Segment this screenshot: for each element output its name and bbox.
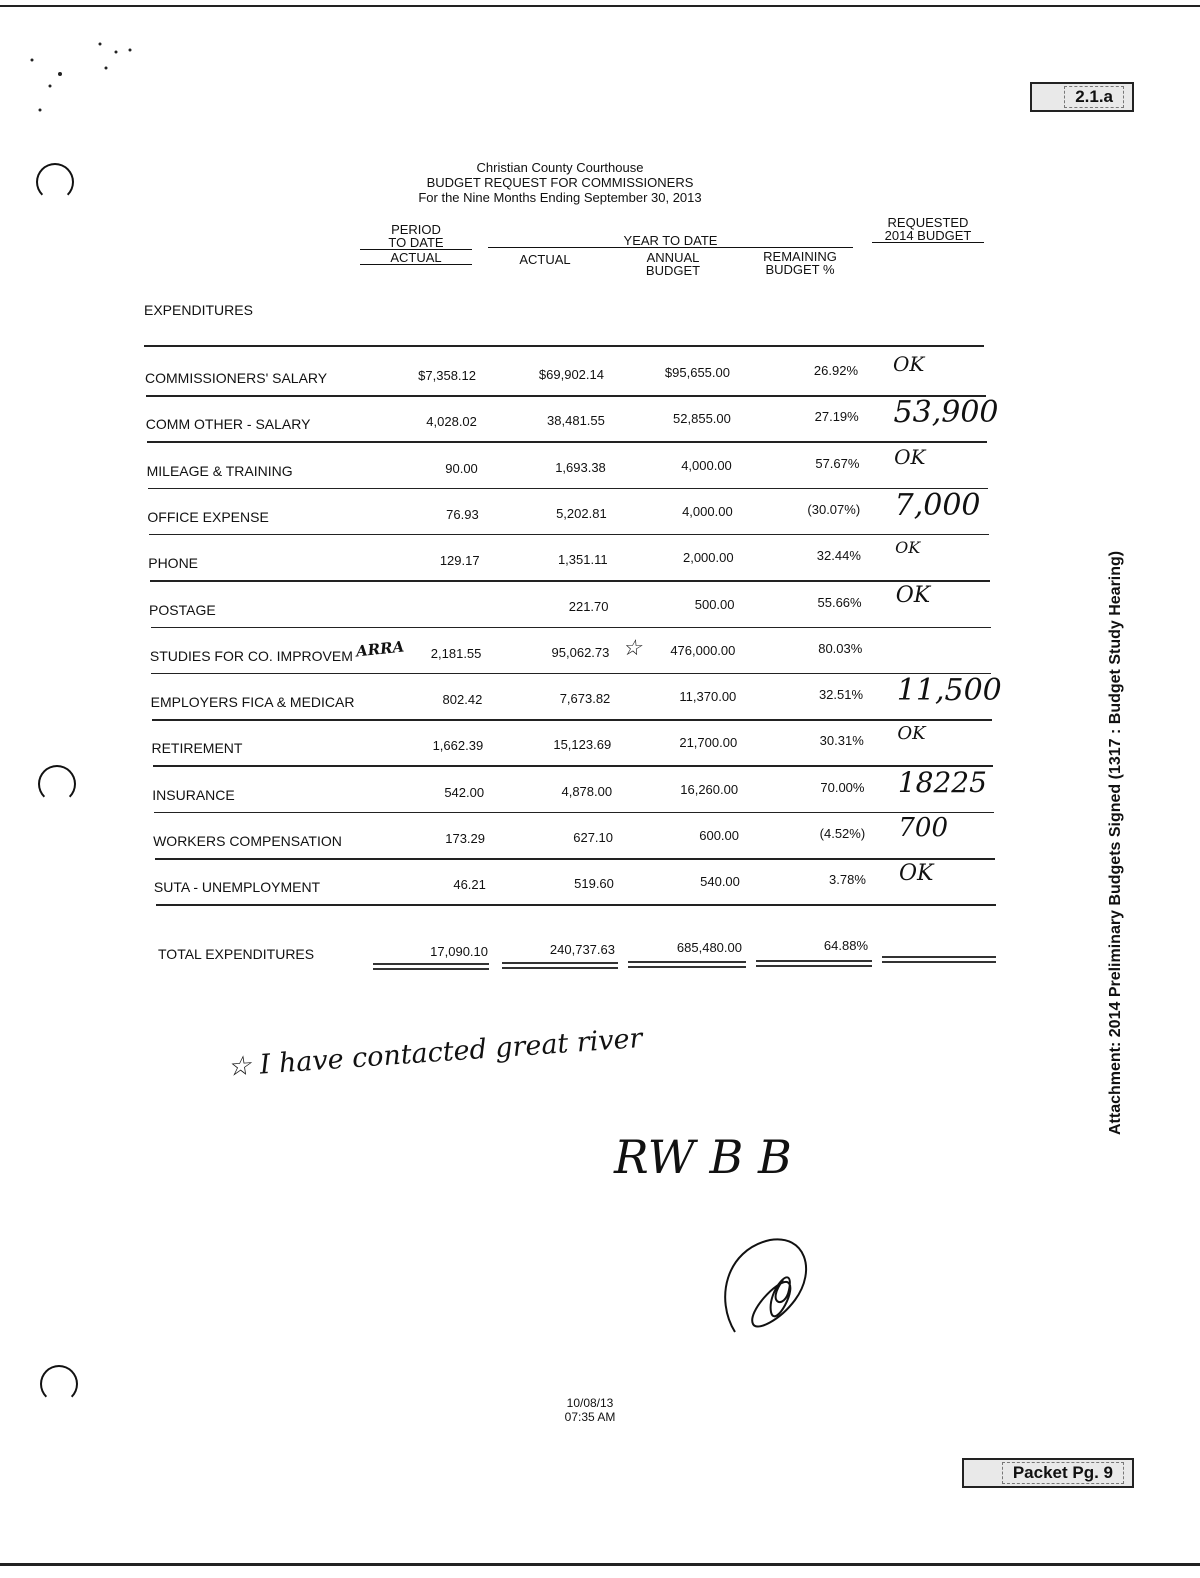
total-period: 17,090.10 — [430, 944, 488, 959]
row-divider — [148, 488, 988, 490]
row-remaining-percent: 57.67% — [815, 455, 860, 471]
row-requested-2014: OK — [898, 860, 934, 886]
row-annual-budget: 600.00 — [699, 828, 739, 843]
row-period-actual: 542.00 — [444, 784, 485, 800]
top-border — [0, 5, 1200, 7]
col-annual-1: ANNUAL — [646, 250, 700, 265]
header-line-2: BUDGET REQUEST FOR COMMISSIONERS — [426, 175, 694, 190]
row-label: POSTAGE — [149, 601, 216, 618]
col-requested-2: 2014 BUDGET — [872, 229, 984, 243]
handwritten-initials: RW B B — [614, 1130, 792, 1184]
col-requested-1: REQUESTED — [887, 215, 969, 230]
row-divider — [147, 441, 987, 443]
row-ytd-actual: 1,351.11 — [557, 552, 608, 568]
section-label: EXPENDITURES — [144, 302, 253, 318]
row-remaining-percent: (30.07%) — [807, 501, 861, 517]
bottom-border — [0, 1563, 1200, 1566]
col-remaining-1: REMAINING — [763, 249, 837, 264]
row-label: WORKERS COMPENSATION — [153, 833, 342, 849]
col-period-mid: TO DATE — [360, 236, 472, 250]
packet-page-badge — [962, 1458, 1134, 1488]
row-period-actual: 4,028.02 — [426, 414, 477, 430]
row-label: EMPLOYERS FICA & MEDICAR — [150, 694, 355, 711]
section-badge-text: 2.1.a — [1064, 86, 1124, 108]
packet-page-text: Packet Pg. 9 — [1002, 1462, 1124, 1484]
row-annual-budget: 4,000.00 — [681, 457, 732, 473]
row-label: INSURANCE — [152, 786, 235, 803]
row-label: PHONE — [148, 555, 199, 572]
col-remaining-header — [745, 250, 855, 276]
row-label: COMMISSIONERS' SALARY — [145, 370, 328, 386]
attachment-side-label: Attachment: 2014 Preliminary Budgets Signed (1317 : Budget Study Hearing) — [1107, 550, 1124, 1135]
row-ytd-actual: 627.10 — [573, 830, 613, 845]
binder-hole-top — [36, 163, 74, 201]
row-ytd-actual: $69,902.14 — [538, 367, 604, 382]
row-remaining-percent: 55.66% — [817, 594, 862, 610]
row-annual-budget: 500.00 — [694, 596, 735, 612]
star-annotation: ☆ — [622, 636, 642, 661]
total-label: TOTAL EXPENDITURES — [158, 946, 315, 962]
row-ytd-actual: 519.60 — [574, 876, 614, 892]
row-period-actual: 2,181.55 — [430, 645, 482, 661]
row-label: SUTA - UNEMPLOYMENT — [153, 879, 321, 896]
row-ytd-actual: 4,878.00 — [561, 783, 613, 799]
row-period-actual: 90.00 — [445, 460, 478, 476]
row-period-actual: 1,662.39 — [432, 738, 484, 754]
row-annual-budget: 4,000.00 — [682, 503, 733, 519]
col-actual-header: ACTUAL — [519, 252, 571, 267]
print-date: 10/08/13 — [566, 1396, 614, 1410]
total-underline-remaining — [756, 960, 872, 967]
row-remaining-percent: (4.52%) — [819, 826, 866, 841]
row-period-actual: 129.17 — [439, 553, 480, 569]
total-actual: 240,737.63 — [549, 942, 615, 957]
row-divider — [151, 627, 991, 629]
total-underline-budget — [628, 961, 746, 968]
row-divider — [156, 904, 996, 906]
row-ytd-actual: 5,202.81 — [556, 505, 607, 521]
total-remaining: 64.88% — [823, 938, 868, 953]
row-ytd-actual: 7,673.82 — [559, 691, 611, 707]
signature-scribble — [695, 1220, 825, 1350]
row-divider — [151, 673, 991, 675]
row-label: STUDIES FOR CO. IMPROVEM — [149, 647, 353, 664]
row-annual-budget: 476,000.00 — [670, 642, 736, 658]
row-period-actual: 76.93 — [446, 506, 479, 522]
row-period-actual: 802.42 — [442, 692, 483, 708]
row-remaining-percent: 27.19% — [814, 409, 859, 425]
row-period-actual: 173.29 — [445, 831, 485, 846]
col-period-top: PERIOD — [391, 222, 441, 237]
header-line-1: Christian County Courthouse — [476, 160, 644, 175]
col-ytd-group-label: YEAR TO DATE — [488, 234, 853, 248]
row-divider — [155, 858, 995, 860]
section-badge — [1030, 82, 1134, 112]
row-label: MILEAGE & TRAINING — [146, 462, 293, 479]
row-requested-2014: OK — [895, 582, 931, 608]
row-annual-budget: 11,370.00 — [679, 689, 737, 705]
scan-speckles — [20, 38, 150, 118]
row-divider — [146, 395, 986, 397]
header-line-3: For the Nine Months Ending September 30, 2013 — [418, 190, 702, 205]
col-annual-header — [618, 251, 728, 277]
row-remaining-percent: 30.31% — [819, 733, 864, 749]
handwritten-note: ☆ I have contacted great river — [226, 1022, 644, 1083]
row-requested-2014: 7,000 — [894, 487, 981, 523]
row-remaining-percent: 32.51% — [818, 687, 864, 703]
row-period-actual: 46.21 — [453, 877, 486, 893]
row-divider — [154, 812, 994, 814]
row-ytd-actual: 15,123.69 — [553, 737, 612, 753]
row-remaining-percent: 70.00% — [820, 779, 865, 795]
row-divider — [153, 765, 993, 767]
total-underline-actual — [502, 962, 618, 969]
header-divider — [144, 345, 984, 347]
row-requested-2014: 700 — [898, 813, 949, 844]
total-underline-requested — [882, 956, 996, 963]
row-ytd-actual: 1,693.38 — [555, 459, 606, 475]
row-annual-budget: 21,700.00 — [679, 735, 738, 751]
row-annual-budget: 52,855.00 — [673, 411, 731, 427]
row-requested-2014: OK — [897, 723, 926, 744]
row-requested-2014: 18225 — [897, 766, 987, 800]
row-annual-budget: $95,655.00 — [664, 365, 730, 380]
col-period-header — [360, 223, 472, 265]
binder-hole-middle — [38, 765, 76, 803]
row-requested-2014: 53,900 — [893, 395, 999, 431]
row-divider — [149, 534, 989, 536]
row-ytd-actual: 95,062.73 — [551, 644, 610, 660]
row-requested-2014: OK — [893, 352, 925, 376]
row-remaining-percent: 32.44% — [816, 548, 861, 564]
row-remaining-percent: 3.78% — [829, 872, 866, 888]
row-remaining-percent: 26.92% — [813, 363, 858, 378]
row-label: COMM OTHER - SALARY — [145, 416, 311, 433]
col-period-bottom: ACTUAL — [360, 250, 472, 265]
print-timestamp — [530, 1396, 650, 1424]
arra-annotation: ARRA — [355, 637, 406, 661]
row-ytd-actual: 38,481.55 — [547, 413, 605, 429]
row-annual-budget: 2,000.00 — [682, 550, 734, 566]
row-annual-budget: 540.00 — [700, 874, 740, 890]
row-annual-budget: 16,260.00 — [680, 781, 739, 797]
col-annual-2: BUDGET — [645, 263, 701, 278]
row-ytd-actual: 221.70 — [568, 598, 609, 614]
row-label: RETIREMENT — [151, 740, 243, 757]
row-requested-2014: 11,500 — [896, 673, 1002, 709]
col-ytd-group — [488, 234, 853, 248]
row-requested-2014: OK — [895, 538, 921, 558]
total-budget: 685,480.00 — [676, 940, 742, 955]
col-requested-header — [872, 216, 984, 243]
row-divider — [150, 580, 990, 582]
col-remaining-2: BUDGET % — [765, 262, 835, 277]
row-period-actual: $7,358.12 — [418, 368, 476, 383]
binder-hole-bottom — [40, 1365, 78, 1403]
total-underline-period — [373, 963, 489, 970]
row-divider — [152, 719, 992, 721]
row-label: OFFICE EXPENSE — [147, 508, 269, 525]
row-remaining-percent: 80.03% — [818, 640, 863, 656]
print-time: 07:35 AM — [564, 1410, 616, 1424]
row-requested-2014: OK — [894, 444, 926, 469]
document-header — [360, 160, 760, 205]
